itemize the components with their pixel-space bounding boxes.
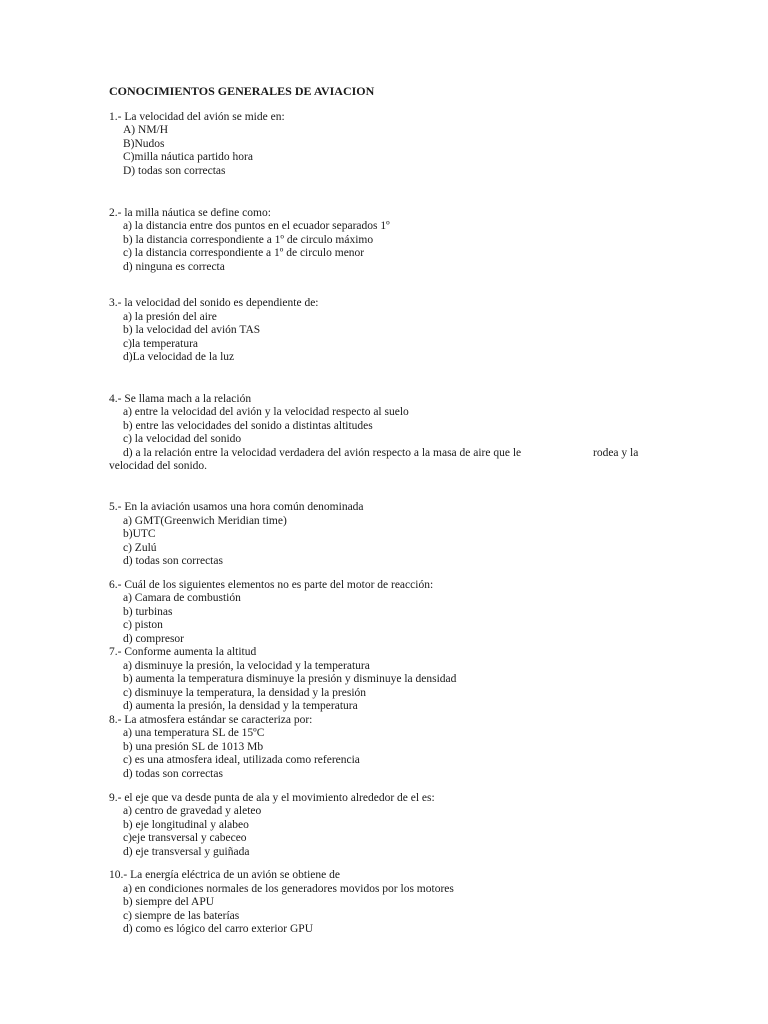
option: a) entre la velocidad del avión y la velocidad respecto al suelo bbox=[123, 406, 409, 418]
option: c)eje transversal y cabeceo bbox=[123, 832, 247, 844]
option: c) disminuye la temperatura, la densidad y la presión bbox=[123, 687, 367, 699]
question-7: 7.- Conforme aumenta la altitud bbox=[109, 646, 257, 658]
option: a) Camara de combustión bbox=[123, 592, 241, 604]
option: d) eje transversal y guiñada bbox=[123, 846, 250, 858]
question-9: 9.- el eje que va desde punta de ala y el movimiento alrededor de el es: bbox=[109, 792, 435, 804]
option-tail: rodea y la bbox=[593, 447, 639, 459]
option: B)Nudos bbox=[123, 138, 165, 150]
option: b) entre las velocidades del sonido a distintas altitudes bbox=[123, 420, 373, 432]
option: d) todas son correctas bbox=[123, 768, 223, 780]
option: b)UTC bbox=[123, 528, 156, 540]
question-8: 8.- La atmosfera estándar se caracteriza por: bbox=[109, 714, 313, 726]
option: d) todas son correctas bbox=[123, 555, 223, 567]
option: b) aumenta la temperatura disminuye la presión y disminuye la densidad bbox=[123, 673, 457, 685]
question-6: 6.- Cuál de los siguientes elementos no es parte del motor de reacción: bbox=[109, 579, 434, 591]
option: c) Zulú bbox=[123, 542, 157, 554]
option: a) en condiciones normales de los generadores movidos por los motores bbox=[123, 883, 454, 895]
option: c)la temperatura bbox=[123, 338, 199, 350]
option: b) una presión SL de 1013 Mb bbox=[123, 741, 264, 753]
question-5: 5.- En la aviación usamos una hora común denominada bbox=[109, 501, 364, 513]
question-2: 2.- la milla náutica se define como: bbox=[109, 207, 271, 219]
question-1: 1.- La velocidad del avión se mide en: bbox=[109, 111, 285, 123]
document-title: CONOCIMIENTOS GENERALES DE AVIACION bbox=[109, 84, 375, 98]
option: c) la distancia correspondiente a 1º de circulo menor bbox=[123, 247, 365, 259]
option: d) como es lógico del carro exterior GPU bbox=[123, 923, 314, 935]
option: b) la distancia correspondiente a 1º de circulo máximo bbox=[123, 234, 374, 246]
question-3: 3.- la velocidad del sonido es dependiente de: bbox=[109, 297, 319, 309]
option: a) la distancia entre dos puntos en el ecuador separados 1º bbox=[123, 220, 390, 232]
option: d)La velocidad de la luz bbox=[123, 351, 235, 363]
question-10: 10.- La energía eléctrica de un avión se obtiene de bbox=[109, 869, 340, 881]
option: d) a la relación entre la velocidad verdadera del avión respecto a la masa de aire que le bbox=[123, 447, 522, 459]
option: d) compresor bbox=[123, 633, 184, 645]
option: C)milla náutica partido hora bbox=[123, 151, 253, 163]
option: D) todas son correctas bbox=[123, 165, 226, 177]
option: a) disminuye la presión, la velocidad y la temperatura bbox=[123, 660, 370, 672]
option: b) turbinas bbox=[123, 606, 173, 618]
option: a) GMT(Greenwich Meridian time) bbox=[123, 515, 287, 527]
option: d) aumenta la presión, la densidad y la temperatura bbox=[123, 700, 358, 712]
option: a) la presión del aire bbox=[123, 311, 217, 323]
option: c) es una atmosfera ideal, utilizada como referencia bbox=[123, 754, 360, 766]
option: c) la velocidad del sonido bbox=[123, 433, 242, 445]
option: b) siempre del APU bbox=[123, 896, 215, 908]
option: a) una temperatura SL de 15ºC bbox=[123, 727, 265, 739]
option: c) piston bbox=[123, 619, 163, 631]
option: A) NM/H bbox=[123, 124, 169, 136]
option: c) siempre de las baterías bbox=[123, 910, 240, 922]
option-continuation: velocidad del sonido. bbox=[109, 460, 208, 472]
option: b) la velocidad del avión TAS bbox=[123, 324, 261, 336]
option: a) centro de gravedad y aleteo bbox=[123, 805, 262, 817]
question-4: 4.- Se llama mach a la relación bbox=[109, 393, 252, 405]
option: d) ninguna es correcta bbox=[123, 261, 225, 273]
option: b) eje longitudinal y alabeo bbox=[123, 819, 249, 831]
